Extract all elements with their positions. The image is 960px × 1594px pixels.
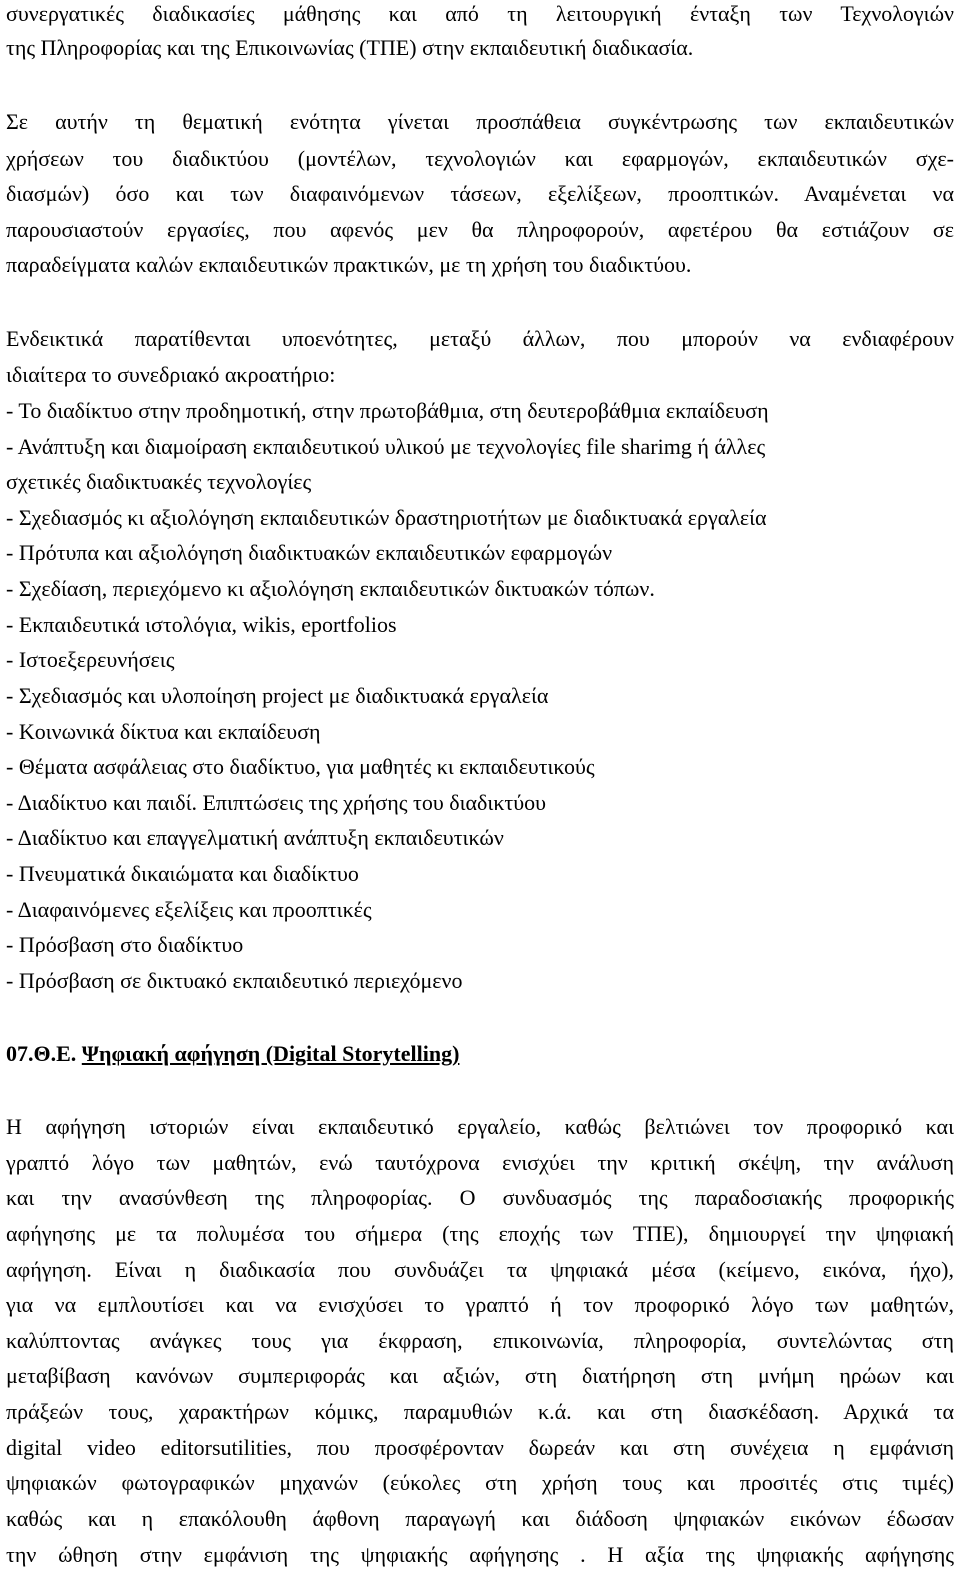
storytelling-paragraph-line: μεταβίβαση κανόνων συμπεριφοράς και αξιών, στη διατήρηση στη μνήμη ηρώων και	[6, 1363, 954, 1388]
storytelling-paragraph-line: καλύπτοντας ανάγκες τους για έκφραση, επικοινωνία, πληροφορία, συντελώντας στη	[6, 1328, 954, 1353]
storytelling-paragraph-line: πράξεών τους, χαρακτήρων κόμικς, παραμυθιών κ.ά. και στη διασκέδαση. Αρχικά τα	[6, 1399, 954, 1424]
focus-paragraph-line: Σε αυτήν τη θεματική ενότητα γίνεται προσπάθεια συγκέντρωσης των εκπαιδευτικών	[6, 109, 954, 134]
storytelling-paragraph-line: γραπτό λόγο των μαθητών, ενώ ταυτόχρονα ενισχύει την κριτική σκέψη, την ανάλυση	[6, 1150, 954, 1175]
storytelling-paragraph-line: και την ανασύνθεση της πληροφορίας. Ο συνδυασμός της παραδοσιακής προφορικής	[6, 1185, 954, 1210]
storytelling-paragraph-line: Η αφήγηση ιστοριών είναι εκπαιδευτικό εργαλείο, καθώς βελτιώνει τον προφορικό και	[6, 1114, 954, 1139]
subtopic-item: - Διαφαινόμενες εξελίξεις και προοπτικές	[6, 897, 372, 922]
storytelling-paragraph-line: για να εμπλουτίσει και να ενισχύσει το γραπτό ή τον προφορικό λόγο των μαθητών,	[6, 1292, 954, 1317]
subtopic-item: - Κοινωνικά δίκτυα και εκπαίδευση	[6, 719, 321, 744]
subtopic-item: σχετικές διαδικτυακές τεχνολογίες	[6, 469, 312, 494]
subtopic-item: - Διαδίκτυο και παιδί. Επιπτώσεις της χρήσης του διαδικτύου	[6, 790, 547, 815]
section-title: Ψηφιακή αφήγηση (Digital Storytelling)	[81, 1041, 460, 1066]
storytelling-paragraph-line: καθώς και η επακόλουθη άφθονη παραγωγή και διάδοση ψηφιακών εικόνων έδωσαν	[6, 1506, 954, 1531]
intro-line: της Πληροφορίας και της Επικοινωνίας (ΤΠΕ) στην εκπαιδευτική διαδικασία.	[6, 35, 694, 60]
storytelling-paragraph-line: την ώθηση στην εμφάνιση της ψηφιακής αφήγησης . Η αξία της ψηφιακής αφήγησης	[6, 1542, 954, 1567]
section-heading	[6, 1040, 459, 1068]
subtopic-item: - Σχεδίαση, περιεχόμενο κι αξιολόγηση εκπαιδευτικών δικτυακών τόπων.	[6, 576, 655, 601]
focus-paragraph-line: χρήσεων του διαδικτύου (μοντέλων, τεχνολογιών και εφαρμογών, εκπαιδευτικών σχε-	[6, 146, 954, 171]
storytelling-paragraph-line: αφήγηση. Είναι η διαδικασία που συνδυάζει τα ψηφιακά μέσα (κείμενο, εικόνα, ήχο),	[6, 1257, 954, 1282]
subtopic-item: - Το διαδίκτυο στην προδημοτική, στην πρωτοβάθμια, στη δευτεροβάθμια εκπαίδευση	[6, 398, 769, 423]
subtopics-intro-line: Ενδεικτικά παρατίθενται υποενότητες, μεταξύ άλλων, που μπορούν να ενδιαφέρουν	[6, 326, 954, 351]
storytelling-paragraph-line: ψηφιακών φωτογραφικών μηχανών (εύκολες στη χρήση τους και προσιτές στις τιμές)	[6, 1470, 954, 1495]
subtopic-item: - Διαδίκτυο και επαγγελματική ανάπτυξη εκπαιδευτικών	[6, 825, 504, 850]
subtopic-item: - Ανάπτυξη και διαμοίραση εκπαιδευτικού υλικού με τεχνολογίες file sharimg ή άλλες	[6, 434, 766, 459]
intro-line: συνεργατικές διαδικασίες μάθησης και από τη λειτουργική ένταξη των Τεχνολογιών	[6, 1, 954, 26]
subtopics-intro-line: ιδιαίτερα το συνεδριακό ακροατήριο:	[6, 362, 336, 387]
subtopic-item: - Θέματα ασφάλειας στο διαδίκτυο, για μαθητές κι εκπαιδευτικούς	[6, 754, 595, 779]
focus-paragraph-line: παρουσιαστούν εργασίες, που αφενός μεν θα πληροφορούν, αφετέρου θα εστιάζουν σε	[6, 217, 954, 242]
focus-paragraph-line: διασμών) όσο και των διαφαινόμενων τάσεων, εξελίξεων, προοπτικών. Αναμένεται να	[6, 181, 954, 206]
subtopic-item: - Ιστοεξερευνήσεις	[6, 647, 175, 672]
section-number: 07.Θ.Ε.	[6, 1041, 77, 1066]
subtopic-item: - Σχεδιασμός κι αξιολόγηση εκπαιδευτικών δραστηριοτήτων με διαδικτυακά εργαλεία	[6, 505, 767, 530]
subtopic-item: - Πνευματικά δικαιώματα και διαδίκτυο	[6, 861, 359, 886]
subtopic-item: - Πρότυπα και αξιολόγηση διαδικτυακών εκπαιδευτικών εφαρμογών	[6, 540, 613, 565]
subtopic-item: - Εκπαιδευτικά ιστολόγια, wikis, eportfolios	[6, 612, 397, 637]
subtopic-item: - Σχεδιασμός και υλοποίηση project με διαδικτυακά εργαλεία	[6, 683, 549, 708]
focus-paragraph-line: παραδείγματα καλών εκπαιδευτικών πρακτικών, με τη χρήση του διαδικτύου.	[6, 252, 692, 277]
subtopic-item: - Πρόσβαση σε δικτυακό εκπαιδευτικό περιεχόμενο	[6, 968, 463, 993]
subtopic-item: - Πρόσβαση στο διαδίκτυο	[6, 932, 244, 957]
storytelling-paragraph-line: digital video editorsutilities, που προσφέρονταν δωρεάν και στη συνέχεια η εμφάνιση	[6, 1435, 954, 1460]
storytelling-paragraph-line: αφήγησης με τα πολυμέσα του σήμερα (της εποχής των ΤΠΕ), δημιουργεί την ψηφιακή	[6, 1221, 954, 1246]
